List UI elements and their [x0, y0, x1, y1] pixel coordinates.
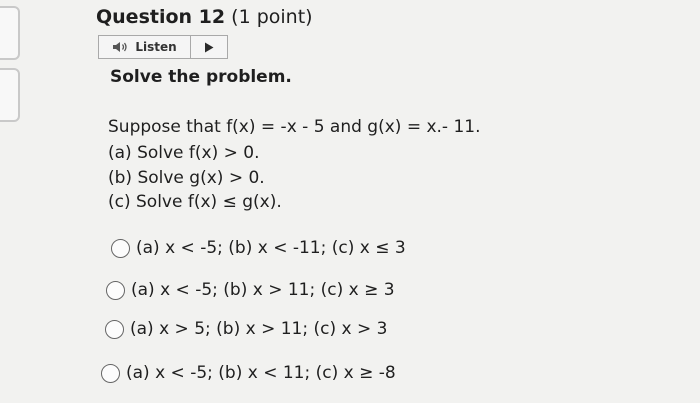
question-number: Question 12 — [96, 6, 226, 28]
radio-button[interactable] — [106, 281, 125, 300]
play-button[interactable] — [191, 36, 227, 58]
question-part-c: (c) Solve f(x) ≤ g(x). — [108, 192, 282, 212]
radio-button[interactable] — [111, 239, 130, 258]
question-part-b: (b) Solve g(x) > 0. — [108, 168, 265, 188]
radio-button[interactable] — [105, 320, 124, 339]
question-instruction: Solve the problem. — [110, 67, 292, 87]
listen-label: Listen — [135, 40, 177, 54]
answer-option-text: (a) x < -5; (b) x > 11; (c) x ≥ 3 — [131, 280, 395, 300]
listen-toolbar — [98, 35, 228, 59]
speaker-icon — [112, 41, 130, 53]
question-title — [96, 6, 313, 28]
question-points: (1 point) — [231, 6, 313, 28]
play-icon — [204, 38, 214, 57]
listen-button[interactable] — [99, 36, 191, 58]
answer-option[interactable] — [106, 280, 395, 300]
answer-option[interactable] — [105, 319, 387, 339]
answer-option[interactable] — [101, 363, 396, 383]
answer-option-text: (a) x < -5; (b) x < 11; (c) x ≥ -8 — [126, 363, 396, 383]
previous-panel-edge — [0, 6, 20, 60]
answer-option-text: (a) x < -5; (b) x < -11; (c) x ≤ 3 — [136, 238, 406, 258]
previous-panel-edge — [0, 68, 20, 122]
question-stem: Suppose that f(x) = -x - 5 and g(x) = x.- 11. — [108, 117, 481, 137]
answer-option[interactable] — [111, 238, 406, 258]
radio-button[interactable] — [101, 364, 120, 383]
question-part-a: (a) Solve f(x) > 0. — [108, 143, 260, 163]
answer-option-text: (a) x > 5; (b) x > 11; (c) x > 3 — [130, 319, 388, 339]
